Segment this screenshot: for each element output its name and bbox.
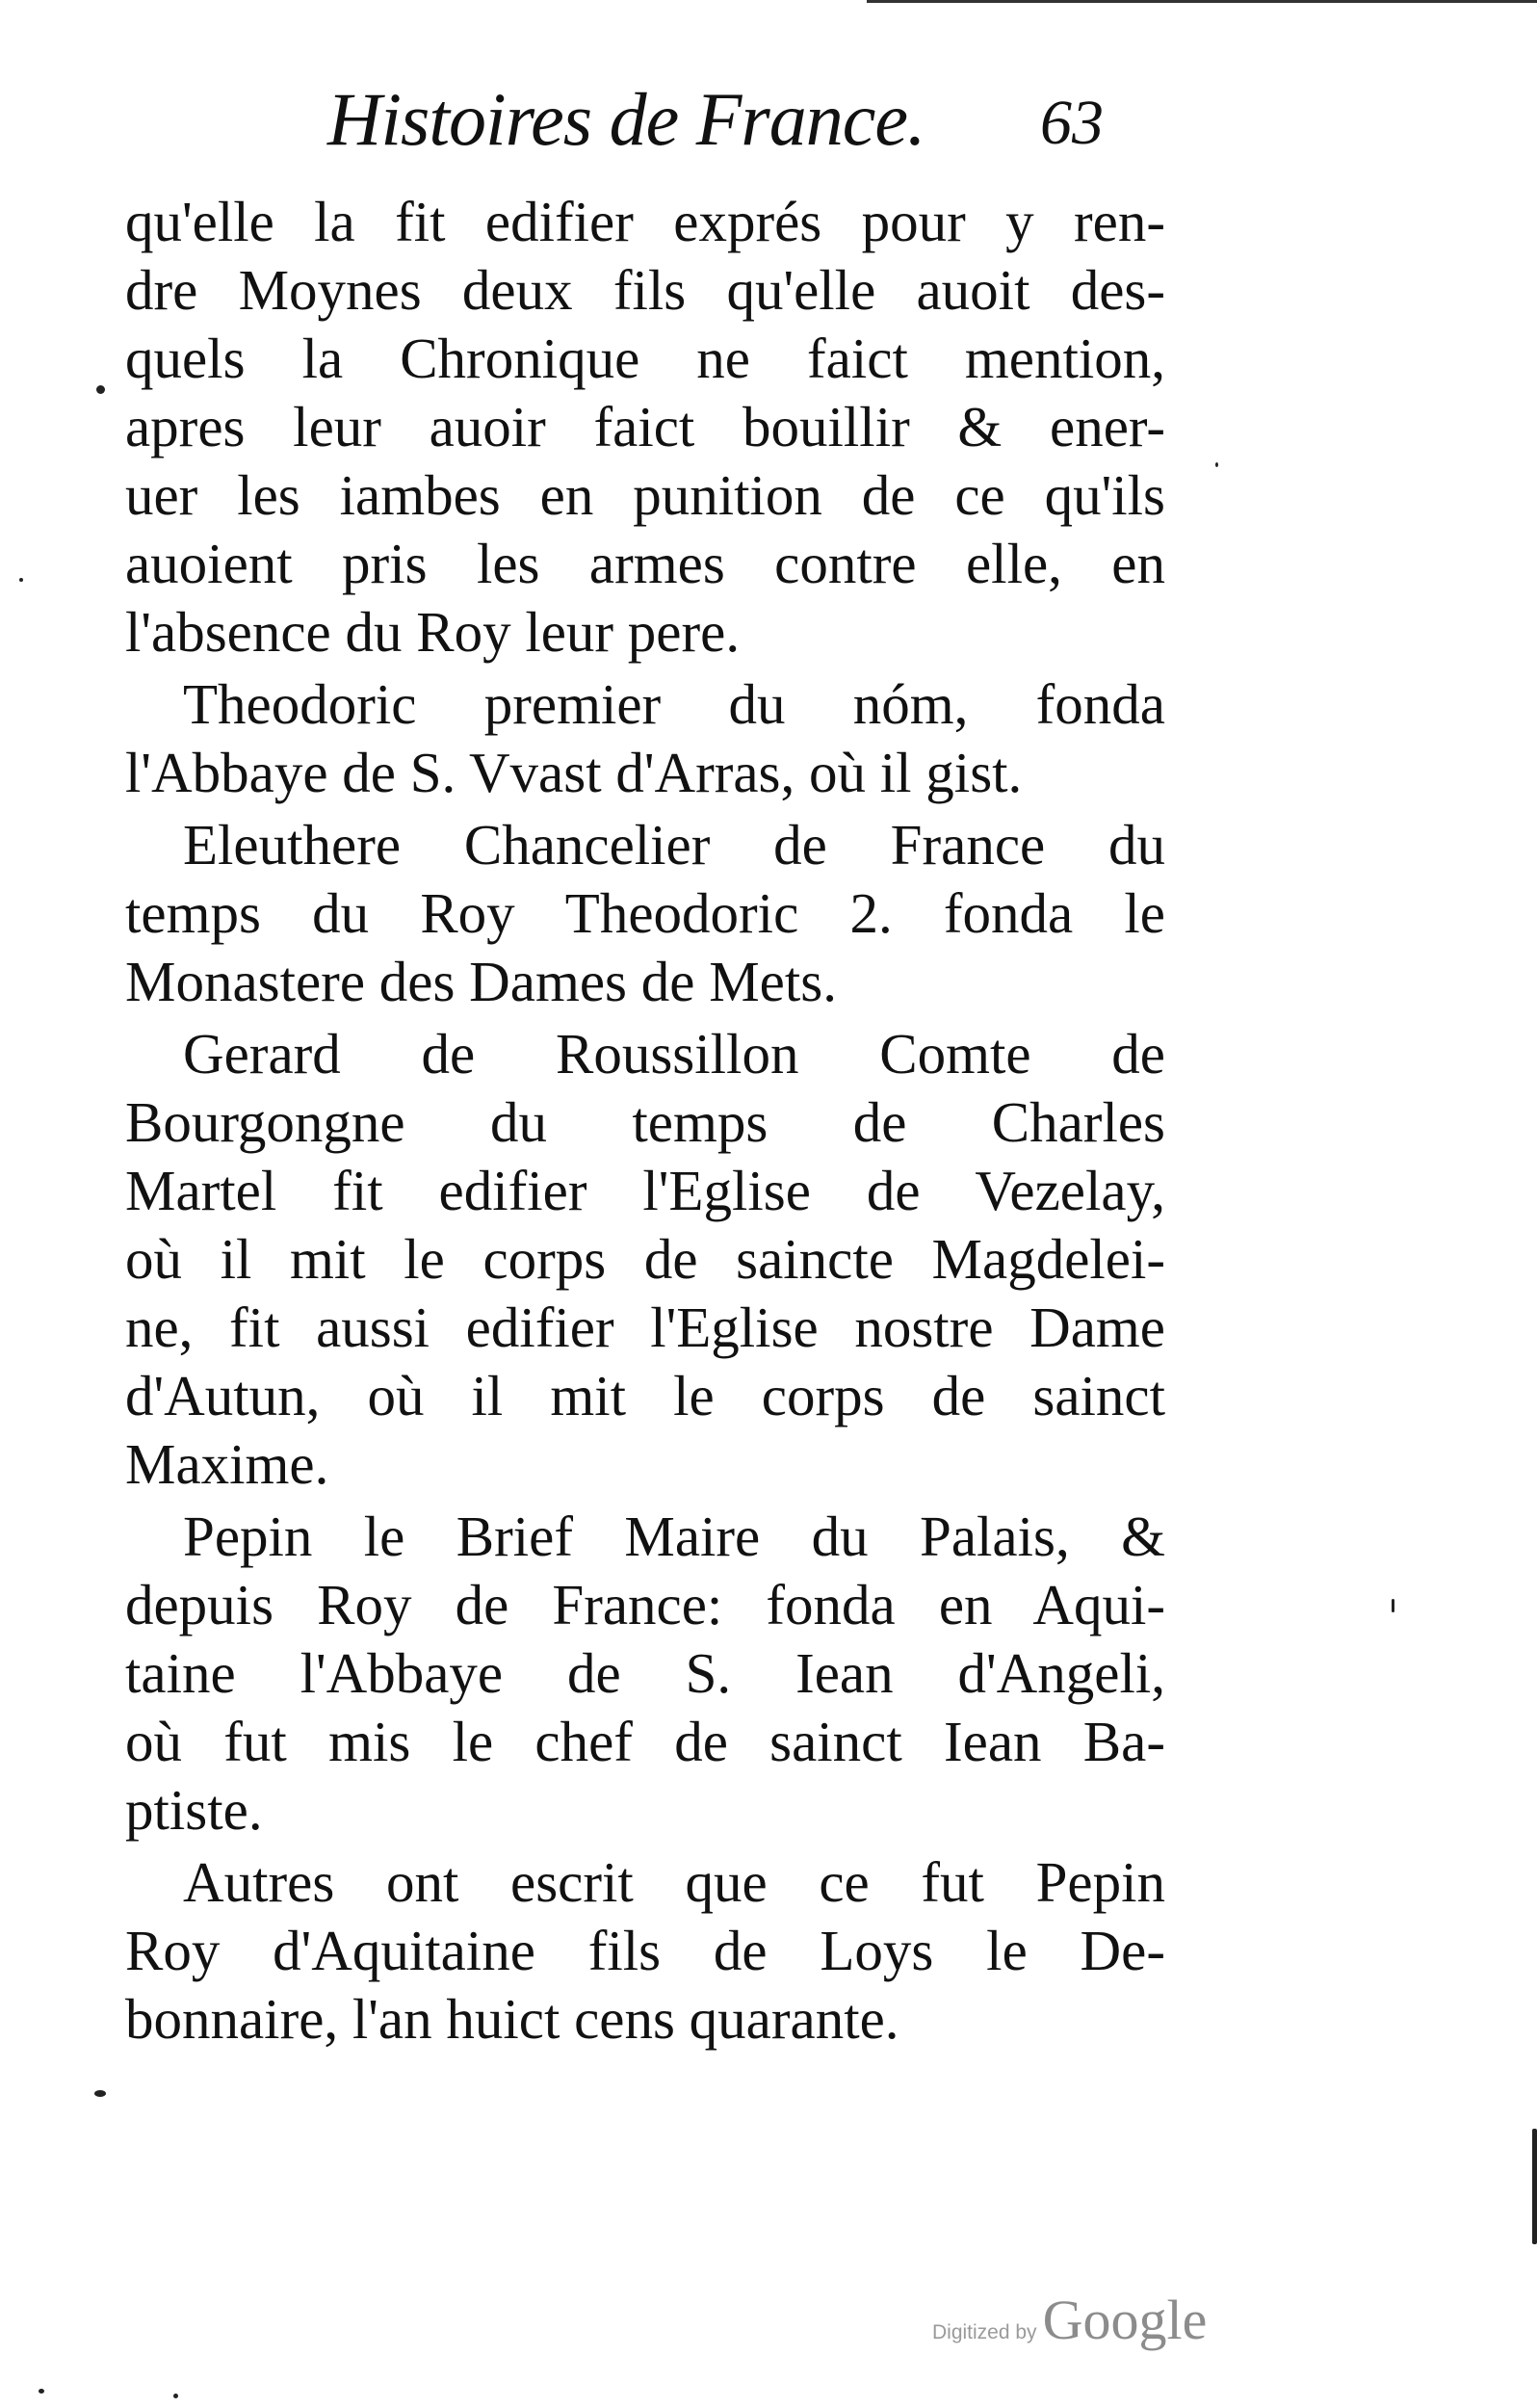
paragraph: [125, 1848, 1165, 2054]
text-line: ne, fit aussi edifier l'Eglise nostre Dame: [125, 1296, 1165, 1359]
text-line: l'Abbaye de S. Vvast d'Arras, où il gist.: [125, 741, 1023, 804]
text-line: auoient pris les armes contre elle, en: [125, 532, 1165, 595]
text-line: Autres ont escrit que ce fut Pepin: [183, 1850, 1165, 1914]
digitization-watermark: [932, 2288, 1207, 2352]
text-line: dre Moynes deux fils qu'elle auoit des-: [125, 258, 1165, 322]
text-line: qu'elle la fit edifier exprés pour y ren-: [125, 190, 1165, 253]
text-line: Theodoric premier du nóm, fonda: [183, 672, 1165, 736]
text-line: bonnaire, l'an huict cens quarante.: [125, 1987, 899, 2051]
paragraph: [125, 670, 1165, 807]
ink-speck: [173, 2394, 178, 2398]
text-line: l'absence du Roy leur pere.: [125, 600, 741, 664]
text-line: Monastere des Dames de Mets.: [125, 950, 837, 1013]
running-title: Histoires de France.: [327, 77, 925, 161]
ink-speck: [39, 2389, 44, 2394]
text-line: taine l'Abbaye de S. Iean d'Angeli,: [125, 1641, 1165, 1705]
ink-speck: [1215, 462, 1218, 467]
ink-speck: [96, 385, 105, 394]
text-line: d'Autun, où il mit le corps de sainct: [125, 1364, 1165, 1427]
text-line: apres leur auoir faict bouillir & ener-: [125, 395, 1165, 458]
text-line: où il mit le corps de saincte Magdelei-: [125, 1227, 1165, 1291]
text-line: temps du Roy Theodoric 2. fonda le: [125, 881, 1165, 945]
text-line: Eleuthere Chancelier de France du: [183, 813, 1165, 877]
text-line: Pepin le Brief Maire du Palais, &: [183, 1505, 1165, 1568]
text-line: uer les iambes en punition de ce qu'ils: [125, 463, 1165, 527]
text-line: quels la Chronique ne faict mention,: [125, 327, 1165, 390]
text-line: où fut mis le chef de sainct Iean Ba-: [125, 1710, 1165, 1773]
text-line: ptiste.: [125, 1778, 263, 1842]
ink-speck: [94, 2090, 106, 2097]
text-line: Roy d'Aquitaine fils de Loys le De-: [125, 1919, 1165, 1982]
paragraph: [125, 1020, 1165, 1499]
ink-speck: [1532, 2129, 1537, 2244]
paragraph: [125, 188, 1165, 667]
ink-speck: [1392, 1599, 1394, 1612]
watermark-prefix: Digitized by: [932, 2321, 1037, 2343]
paragraph: [125, 811, 1165, 1016]
text-line: depuis Roy de France: fonda en Aqui-: [125, 1573, 1165, 1636]
text-line: Gerard de Roussillon Comte de: [183, 1022, 1165, 1086]
watermark-brand: Google: [1042, 2289, 1208, 2351]
body-text: [125, 188, 1165, 2054]
text-line: Bourgongne du temps de Charles: [125, 1090, 1165, 1154]
text-line: Maxime.: [125, 1432, 329, 1496]
text-line: Martel fit edifier l'Eglise de Vezelay,: [125, 1159, 1165, 1222]
ink-speck: [19, 578, 23, 582]
page-number: 63: [1040, 88, 1104, 158]
top-edge-rule: [867, 0, 1537, 3]
paragraph: [125, 1503, 1165, 1845]
